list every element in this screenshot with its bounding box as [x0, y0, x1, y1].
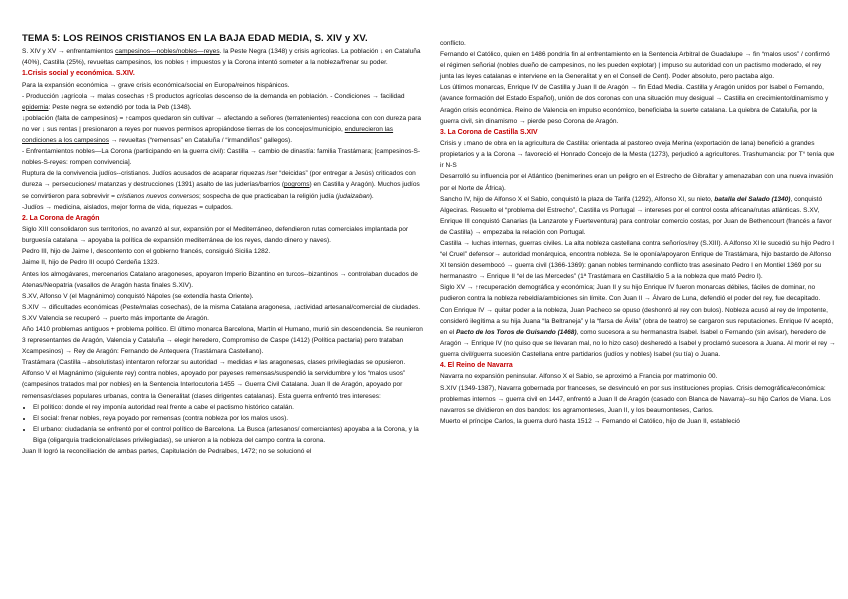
paragraph: S.XIV (1349-1387), Navarra gobernada por franceses, se desvinculó en por sus instituciones propias. Crisis demográfica/económica: problemas internos → guerra civil en 1447, enfrentó a Juan II de Aragón (casado con Blanca de Navarra)--su hijo Carlos de Viana. Los navarros se dividieron en dos bandos: los agramonteses, Juan II, y los beaumonteses, Carlos. [440, 384, 831, 414]
paragraph [440, 305, 836, 360]
text-span: Con Enrique IV → quitar poder a la nobleza, Juan Pacheco se opuso (deshonró al rey con bulos). Nobleza acusó al rey de Impotente, consideró ilegítima a su hija Juana “la Beltraneja” y la “farsa de Ávila” (obra de teatro) se cargaron sus reputaciones. Enrique IV aceptó, en el [440, 306, 834, 336]
list-item: • El social: frenar nobles, reya poyado por remensas (contra nobleza por los malos usos). [33, 413, 424, 424]
text-span: : Peste negra se extendió por toda la Peb (1348). [48, 103, 192, 111]
text-span: ). [369, 192, 374, 200]
bullet-list [22, 402, 424, 446]
section-heading-4: 4. El Reino de Navarra [440, 362, 513, 370]
text-span: Ruptura de la convivencia judíos--cristianos. Judíos acusados de acaparar riquezas /ser “deicidas” (por entregar a Jesús) criticados con dureza → persecuciones/ matanzas y destrucciones (1391) asalto de las juderías/barrios ( [22, 170, 416, 189]
paragraph: Fernando el Católico, quien en 1486 pondría fin al enfrentamiento en la Sentencia Arbitral de Guadalupe → fin “malos usos” / confirmó el régimen señorial (nobles dueño de campesinos, no les pueden explotar) | impuso su autoridad con un pactismo moderado, el rey junta las leyes catalanas e interviene en la Generalitat y en el Consell de Cent). Poder absoluto, pero pactaba algo. [440, 51, 830, 81]
paragraph: Trastámara (Castilla→absolutistas) intentaron reforzar su autoridad → medidas ≠ las aragonesas, clases privilegiadas se opusieron. [22, 359, 406, 367]
paragraph: Siglo XIII consolidaron sus territorios, no avanzó al sur, expansión por el Mediterráneo, defendieron rutas comerciales implantada por burguesía catalana → apoyaba la política de expansión mediterránea de los reyes, dando dinero y naves). [22, 226, 409, 245]
paragraph: -Judíos → medicina, aislados, mejor forma de vida, riquezas = culpados. [22, 203, 233, 211]
paragraph [440, 194, 836, 238]
paragraph [22, 113, 424, 146]
italic-term: cristianos nuevos conversos [116, 192, 200, 200]
list-item: • El urbano: ciudadanía se enfrentó por el control político de Barcelona. La Busca (artesanos/ comerciantes) apoyaba a la Corona, y la Biga (oligarquía tradicional/clases privilegiadas), se unieron a la nobleza del campo contra la corona. [33, 424, 424, 446]
text-span: Sancho IV, hijo de Alfonso X el Sabio, conquistó la plaza de Tarifa (1292), Alfonso XI, su nieto, [440, 195, 715, 203]
paragraph: Castilla → luchas internas, guerras civiles. La alta nobleza castellana contra señoríos/rey (S.XIII). A Alfonso XI le sucedió su hijo Pedro I “el Cruel” defensor→ autoridad monárquica, encontra nobleza. Se le oponía/apoyaron Enrique de Trastámara, hijo bastardo de Alfonso XI tensión desembocó → guerra civil (1366-1369): ganan nobles terminando conflicto tras asesinato Pedro I en Montiel 1369 por su hermanastro → Enrique II “el de las Mercedes” (1ª Trastámara en Castilla/dio 5 a la nobleza que mató Pedro I). [440, 240, 835, 281]
paragraph: Crisis y ↓mano de obra en la agricultura de Castilla: orientada al pastoreo oveja Merina (exportación de lana) benefició a grandes propietarios y a la Corona → favoreció el Honrado Concejo de la Mesta (1273), perjudicó a agricultores. Trashumancia: por T° tenía que ir N-S [440, 140, 835, 170]
paragraph: Alfonso V el Magnánimo (siguiente rey) contra nobles, apoyado por payeses remensas/suspendió la servidumbre y los “malos usos” (campesinos tratados mal por nobles) en la Sentencia Interlocutoria 1455 → Guerra Civil Catalana. Juan II de Aragón, apoyado por remensas/clases populares urbanas, contra la Generalitat (clases dirigentes catalanas). Esta guerra enfrentó tres intereses: [22, 370, 406, 400]
paragraph: Jaime II, hijo de Pedro III ocupó Cerdeña 1323. [22, 259, 160, 267]
right-column [440, 38, 836, 427]
text-span: ↓población (falta de campesinos) = ↑campos quedaron sin cultivar → afectando a señores (terratenientes) reacciona con con dureza para no ver ↓ sus rentas | presionaron a reyes por nuevos permisos apropiándose tierras de los concejos/municipio, [22, 114, 422, 133]
left-column [22, 33, 424, 457]
paragraph: Muerto el príncipe Carlos, la guerra duró hasta 1512 → Fernando el Católico, hijo de Juan II, estableció [440, 417, 740, 425]
underlined-term: pogroms [284, 181, 310, 189]
underlined-term: endurecieron las condiciones a los campesinos [22, 125, 394, 145]
paragraph: S.XV, Alfonso V (el Magnánimo) conquistó Nápoles (se extendía hasta Oriente). [22, 292, 254, 300]
text-span: ; sospecha de que practicaban la religión judía ( [199, 192, 339, 200]
italic-term: Pacto de los Toros de Guisando (1468) [456, 328, 577, 336]
paragraph: Pedro III, hijo de Jaime I, descontento con el gobierno francés, consiguió Sicilia 1282. [22, 248, 271, 256]
paragraph [22, 168, 424, 201]
section-heading-1: 1.Crisis social y económica. S.XIV. [22, 70, 135, 78]
paragraph: - Enfrentamientos nobles—La Corona (participando en la guerra civil): Castilla → cambio de dinastía: familia Trastámara; [campesinos-S-nobles-S-reyes: rompen convivencia]. [22, 148, 421, 167]
page-title: TEMA 5: LOS REINOS CRISTIANOS EN LA BAJA EDAD MEDIA, S. XIV y XV. [22, 33, 368, 44]
intro-text-b: . la Peste Negra (1348) y crisis agrícolas. La población ↓ en Cataluña (40%), Castilla (25%), revueltas campesinos, los nobles ↑ impuestos y la Corona intentó someter a la nobleza/frenar su poder. [22, 48, 421, 67]
paragraph: Año 1410 problemas antiguos + problema político. El último monarca Barcelona, Martín el Humano, murió sin descendencia. Se reunieron 3 representantes de Aragón, Valencia y Cataluña → elegir heredero, Compromiso de Caspe (1412) (Política pactaria) pero trataban Xcampesinos) → Rey de Aragón: Fernando de Antequera (Trastámara Castellano). [22, 325, 423, 356]
text-span: → revueltas (“remensas” en Cataluña / “irmandiños” gallegos). [108, 137, 293, 145]
section-heading-3: 3. La Corona de Castilla S.XIV [440, 128, 538, 136]
intro-text-underlined: campesinos—nobles/nobles—reyes [115, 48, 220, 55]
intro-text-a: S. XIV y XV → enfrentamientos [22, 48, 116, 55]
text-span: , como sucesora a su hermanastra Isabel. Isabel o Fernando (sin avisar), heredero de Aragón → Enrique IV (no quiso que se llevaran mal, no lo hizo caso) desheredó a Isabel y proclamó sucesora a Juana. Al morir el rey → guerra civil/guerra sucesión Castellana entre partidarios (judíos y nobles) Isabel (su tía) o Juana. [440, 328, 836, 358]
paragraph: Siglo XV → ↑recuperación demográfica y económica; Juan II y su hijo Enrique IV fueron monarcas débiles, fáciles de dominar, no pudieron contra la nobleza rebeldía/ambiciones sin límite. Con Juan II → Álvaro de Luna, defendió el poder del rey, fue decapitado. [440, 284, 821, 303]
intro-paragraph [22, 46, 424, 68]
italic-term: judaizaban [338, 192, 370, 200]
section-heading-2: 2. La Corona de Aragón [22, 214, 100, 222]
paragraph: Para la expansión económica → grave crisis económica/social en Europa/reinos hispánicos. [22, 81, 290, 89]
text-span: ) en Castilla y Aragón). Muchos judíos se convirtieron para sobrevivir = [22, 181, 420, 200]
paragraph: Juan II logró la reconciliación de ambas partes, Capitulación de Pedralbes, 1472; no se solucionó el [22, 448, 312, 455]
paragraph: S.XIV → dificultades económicas (Peste/malas cosechas), de la misma Catalana aragonesa, ↓actividad artesanal/comercial de ciudades. S.XV Valencia se recuperó → puerto más importante de Aragón. [22, 303, 421, 322]
text-span: , conquistó Algeciras. Resuelto el “problema del Estrecho”, Castilla vs Portugal → intereses por el control costa africana/rutas atlánticas. S.XV, Enrique III conquistó Canarias (la Lanzarote y Fuerteventura) para controlar comercio costas, por Juan de Bethencourt (francés a favor de Castilla) → empezaba la relación con Portugal. [440, 195, 832, 236]
paragraph: Los últimos monarcas, Enrique IV de Castilla y Juan II de Aragón → fin Edad Media. Castilla y Aragón unidos por Isabel o Fernando, (avance formación del Estado Español), unión de dos coronas con una situación muy desigual → Castilla en crecimiento/dinamismo y Aragón crisis económica. Reino de Valencia en impulso económico, beneficiaba la suerte catalana. La quiebra de Cataluña, por la guerra civil, sin dinamismo → pierde peso Corona de Aragón. [440, 84, 829, 125]
paragraph: Navarra no expansión peninsular. Alfonso X el Sabio, se aproximó a Francia por matrimonio 00. [440, 373, 718, 381]
paragraph: Antes los almogávares, mercenarios Catalano aragoneses, apoyaron Imperio Bizantino en turcos--bizantinos → controlaban ducados de Atenas/Neopatria (vasallos de Aragón hasta finales S.XIV). [22, 270, 418, 289]
paragraph: Desarrolló su influencia por el Atlántico (benimerines eran un peligro en el Estrecho de Gibraltar y amenazaban con una nueva invasión por el Norte de África). [440, 173, 834, 192]
list-item: • El político: donde el rey imponía autoridad real frente a cabe el pactismo histórico catalán. [33, 402, 424, 413]
paragraph [22, 91, 424, 113]
italic-term: batalla del Salado (1340) [714, 195, 791, 203]
underlined-term: epidemia [22, 103, 49, 111]
paragraph: conflicto. [440, 40, 466, 47]
text-span: - Producción ↓agrícola → malas cosechas ↑S productos agrícolas descenso de la demanda en población. - Condiciones → facilidad [22, 92, 405, 100]
